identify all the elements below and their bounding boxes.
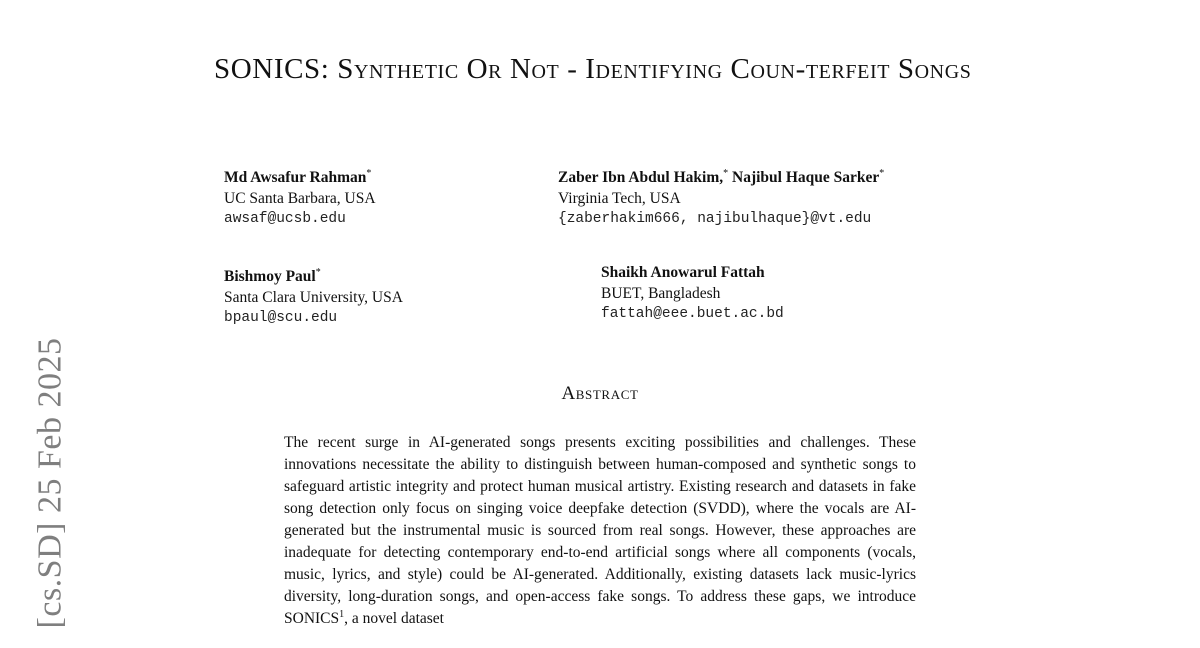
author-email[interactable]: awsaf@ucsb.edu	[224, 211, 346, 227]
author-block-3	[224, 262, 403, 329]
author-block-2	[558, 163, 884, 230]
author-affiliation: BUET, Bangladesh	[601, 285, 721, 302]
author-name: Shaikh Anowarul Fattah	[601, 264, 765, 281]
author-name: Md Awsafur Rahman*	[224, 168, 372, 186]
author-affiliation: Santa Clara University, USA	[224, 289, 403, 306]
author-email[interactable]: fattah@eee.buet.ac.bd	[601, 306, 784, 322]
paper-title: SONICS: Synthetic Or Not - Identifying Coun-terfeit Songs	[214, 53, 972, 85]
author-block-1	[224, 163, 376, 230]
author-email[interactable]: {zaberhakim666, najibulhaque}@vt.edu	[558, 211, 872, 227]
author-name: Bishmoy Paul*	[224, 267, 321, 285]
author-affiliation: UC Santa Barbara, USA	[224, 190, 376, 207]
abstract-heading: Abstract	[561, 383, 639, 404]
footnote-mark[interactable]: 1	[339, 609, 345, 620]
author-name: Zaber Ibn Abdul Hakim,* Najibul Haque Sarker*	[558, 168, 885, 186]
author-block-4	[601, 262, 784, 325]
author-affiliation: Virginia Tech, USA	[558, 190, 681, 207]
arxiv-stamp-text: [cs.SD] 25 Feb 2025	[31, 337, 68, 629]
abstract-body: The recent surge in AI-generated songs presents exciting possibilities and challenges. These innovations necessitate the ability to distinguish between human-composed and synthetic songs to safeguard artistic integrity and protect human musical artistry. Existing research and datasets in fake song detection only focus on singing voice deepfake detection (SVDD), where the vocals are AI-generated but the instrumental music is sourced from real songs. However, these approaches are inadequate for detecting contemporary end-to-end artificial songs where all components (vocals, music, lyrics, and style) could be AI-generated. Additionally, existing datasets lack music-lyrics diversity, long-duration songs, and open-access fake songs. To address these gaps, we introduce SONICS$^1$, a novel dataset	[284, 434, 916, 627]
author-email[interactable]: bpaul@scu.edu	[224, 310, 338, 326]
arxiv-stamp	[28, 318, 72, 648]
